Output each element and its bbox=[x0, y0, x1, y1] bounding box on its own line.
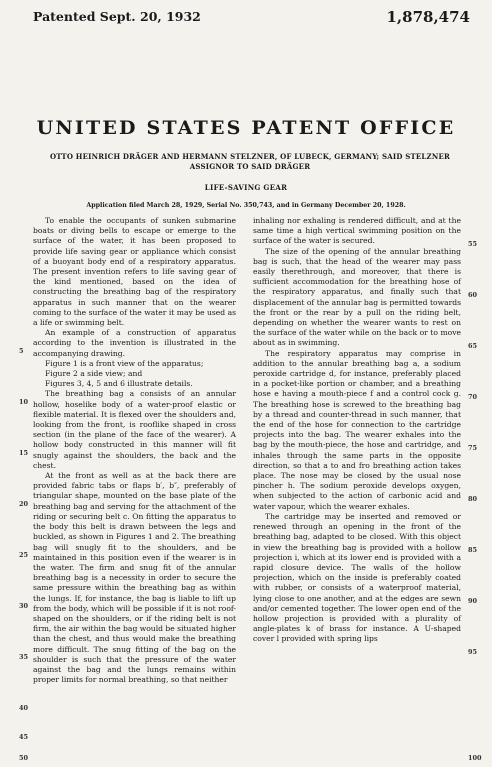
line-number: 15 bbox=[19, 449, 29, 457]
line-number: 10 bbox=[19, 398, 29, 406]
paragraph: inhaling nor exhaling is rendered difficult, and at the same time a high vertical swimming position on the surface of the water is secured. bbox=[253, 216, 461, 246]
subject-title: LIFE-SAVING GEAR bbox=[204, 183, 288, 192]
line-number: 5 bbox=[19, 347, 24, 355]
paragraph: Figure 1 is a front view of the apparatus; bbox=[45, 358, 204, 368]
paragraph: Figures 3, 4, 5 and 6 illustrate details. bbox=[45, 379, 193, 389]
paragraph: The size of the opening of the annular breathing bag is such, that the head of the wearer may pass easily therethrough, and moreover, that there is sufficient accommodation for the breathing hose of the respiratory apparatus, and finally such that displacement of the annular bag is permitted towards the front or the rear by a pull on the riding belt, depending on whether the wearer wants to rest on the surface of the water while on the back or to move about as in swimming. bbox=[253, 246, 461, 348]
line-number: 45 bbox=[19, 733, 29, 741]
line-number: 95 bbox=[468, 648, 478, 656]
line-number: 55 bbox=[468, 240, 478, 248]
paragraph: To enable the occupants of sunken submarine boats or diving bells to escape or emerge to the surface of the water, it has been proposed to provide life saving gear or appliance which consist of a buoyant body end of a respiratory apparatus. The present invention refers to life saving gear of the kind mentioned, based on the idea of constructing the breathing bag of the respiratory apparatus in such manner that on the wearer coming to the surface of the water it may be used as a life or swimming belt. bbox=[33, 216, 236, 328]
line-number: 90 bbox=[468, 597, 478, 605]
line-number: 30 bbox=[19, 602, 29, 610]
paragraph: The respiratory apparatus may comprise in addition to the annular breathing bag a, a sodium peroxide cartridge d, for instance, preferably placed in a pocket-like portion or chamber, and a breathing hose e having a mouth-piece f and a control cock g. The breathing hose is screwed to the breathing bag by a thread and counter-thread in such manner, that the end of the hose for connection to the cartridge projects into the bag. The wearer exhales into the bag by the mouth-piece, the hose and cartridge, and inhales through the same parts in the opposite direction, so that a to and fro breathing action takes place. The nose may be closed by the usual nose pincher h. The sodium peroxide develops oxygen, when subjected to the action of carbonic acid and water vapour, which the wearer exhales. bbox=[253, 348, 461, 511]
inventors-line: OTTO HEINRICH DRÄGER AND HERMANN STELZNER, OF LUBECK, GERMANY; SAID STELZNER ASSIGNOR TO SAID DRÄGER bbox=[49, 152, 451, 171]
line-number: 25 bbox=[19, 551, 29, 559]
patent-date: Patented Sept. 20, 1932 bbox=[33, 9, 201, 24]
paragraph: An example of a construction of apparatus according to the invention is illustrated in the accompanying drawing. bbox=[33, 328, 236, 358]
line-number: 35 bbox=[19, 653, 29, 661]
line-number: 100 bbox=[468, 754, 482, 762]
right-column bbox=[253, 216, 461, 645]
left-column bbox=[33, 216, 236, 685]
line-number: 40 bbox=[19, 704, 29, 712]
line-number: 60 bbox=[468, 291, 478, 299]
paragraph: Figure 2 a side view; and bbox=[45, 369, 143, 379]
office-heading: UNITED STATES PATENT OFFICE bbox=[36, 117, 456, 139]
line-number: 80 bbox=[468, 495, 478, 503]
application-line: Application filed March 28, 1929, Serial No. 350,743, and in Germany December 20, 1928. bbox=[86, 202, 406, 209]
line-number: 70 bbox=[468, 393, 478, 401]
patent-number: 1,878,474 bbox=[386, 8, 470, 26]
paragraph: At the front as well as at the back there are provided fabric tabs or flaps b′, b″, preferably of triangular shape, mounted on the base plate of the breathing bag and serving for the attachment of the riding or securing belt c. On fitting the apparatus to the body this belt is drawn between the legs and buckled, as shown in Figures 1 and 2. The breathing bag will snugly fit to the shoulders, and be maintained in this position even if the wearer is in the water. The firm and snug fit of the annular breathing bag is a necessity in order to secure the same pressure within the breathing bag as within the lungs. If, for instance, the bag is liable to lift up from the body, which will be possible if it is not roof-shaped on the shoulders, or if the riding belt is not firm, the air within the bag would be situated higher than the chest, and thus would make the breathing more difficult. The snug fitting of the bag on the shoulder is such that the pressure of the water against the bag and the lungs remains within proper limits for normal breathing, so that neither bbox=[33, 471, 236, 685]
paragraph: The cartridge may be inserted and removed or renewed through an opening in the front of the breathing bag, adapted to be closed. With this object in view the breathing bag is provided with a hollow projection i, which at its lower end is provided with a rapid closure device. The walls of the hollow projection, which on the inside is preferably coated with rubber, or consists of a waterproof material, lying close to one another, and at the edges are sewn and/or cemented together. The lower open end of the hollow projection is provided with a plurality of angle-plates k of brass for instance. A U-shaped cover l provided with spring lips bbox=[253, 511, 461, 644]
paragraph: The breathing bag a consists of an annular hollow, hoselike body of a water-proof elastic or flexible material. It is flexed over the shoulders and, looking from the front, is rooflike shaped in cross section (in the plane of the face of the wearer). A hollow body constructed in this manner will fit snugly against the shoulders, the back and the chest. bbox=[33, 389, 236, 470]
line-number: 85 bbox=[468, 546, 478, 554]
line-number: 75 bbox=[468, 444, 478, 452]
line-number: 50 bbox=[19, 754, 29, 762]
line-number: 20 bbox=[19, 500, 29, 508]
line-number: 65 bbox=[468, 342, 478, 350]
